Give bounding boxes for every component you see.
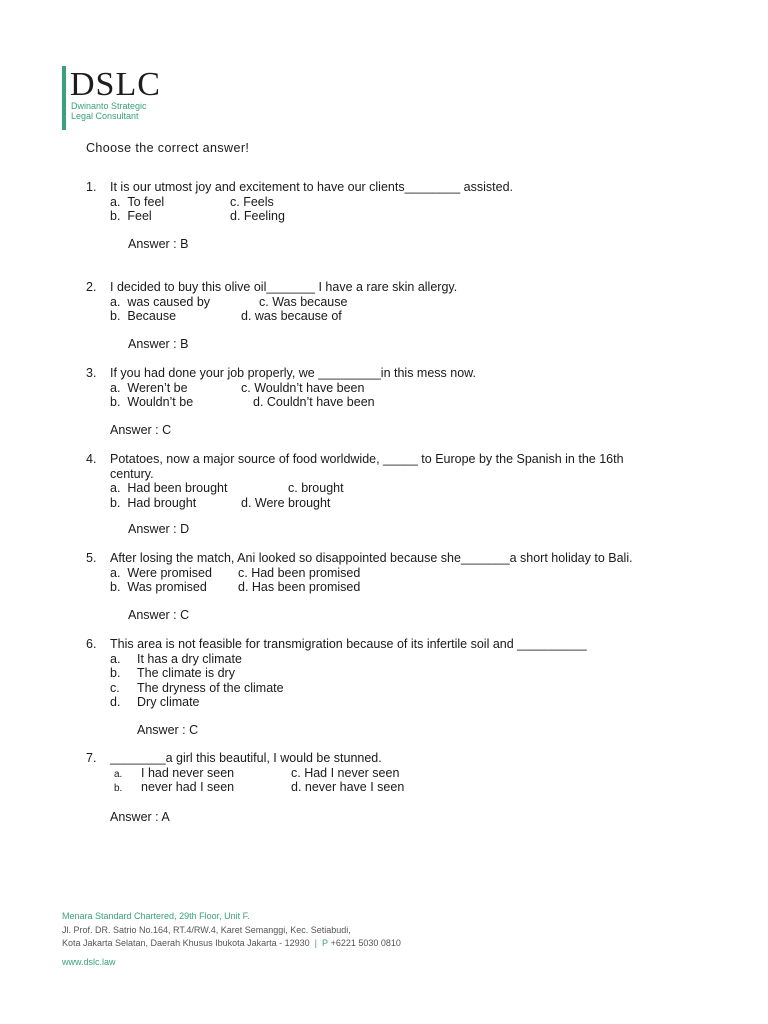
option-d-label: d. bbox=[110, 695, 121, 709]
option-a: a. Had been brought bbox=[110, 481, 228, 495]
footer bbox=[62, 910, 401, 969]
option-b: The climate is dry bbox=[137, 666, 235, 680]
answer-2: Answer : B bbox=[128, 337, 189, 351]
footer-address-line2 bbox=[62, 937, 401, 951]
answer-1: Answer : B bbox=[128, 237, 189, 251]
option-a: It has a dry climate bbox=[137, 651, 242, 666]
company-name bbox=[71, 101, 147, 121]
question-number: 7. bbox=[86, 751, 97, 765]
option-d: d. never have I seen bbox=[291, 780, 405, 794]
option-b-label: b. bbox=[110, 666, 121, 680]
option-c: The dryness of the climate bbox=[137, 680, 284, 695]
option-c: c. Was because bbox=[259, 294, 348, 309]
question-1 bbox=[86, 180, 650, 224]
option-c-label: c. bbox=[110, 680, 120, 695]
option-d: Dry climate bbox=[137, 695, 200, 709]
option-a: a. Were promised bbox=[110, 565, 212, 580]
question-3 bbox=[86, 366, 650, 410]
phone-label: P bbox=[322, 938, 329, 948]
option-b: b. Was promised bbox=[110, 580, 207, 594]
question-number: 2. bbox=[86, 280, 97, 294]
option-b: b. Feel bbox=[110, 209, 152, 223]
option-b-label: b. bbox=[114, 783, 123, 794]
option-d: d. Has been promised bbox=[238, 580, 361, 594]
question-text: Potatoes, now a major source of food worldwide, _____ to Europe by the Spanish in the 16th century. bbox=[110, 452, 624, 481]
option-a-label: a. bbox=[114, 768, 123, 780]
answer-5: Answer : C bbox=[128, 608, 190, 622]
logo-accent-bar bbox=[62, 66, 66, 130]
question-number: 6. bbox=[86, 637, 97, 651]
question-text: ________a girl this beautiful, I would be stunned. bbox=[110, 751, 382, 765]
footer-separator: | bbox=[314, 938, 318, 948]
answer-3: Answer : C bbox=[110, 423, 172, 437]
option-d: d. Couldn’t have been bbox=[253, 395, 375, 409]
footer-office: Menara Standard Chartered, 29th Floor, Unit F. bbox=[62, 911, 250, 921]
question-4 bbox=[86, 452, 650, 510]
option-a-label: a. bbox=[110, 651, 121, 666]
option-b: b. Because bbox=[110, 309, 177, 323]
option-a: I had never seen bbox=[141, 765, 235, 780]
question-text: This area is not feasible for transmigration because of its infertile soil and __________ bbox=[110, 637, 587, 651]
question-text: If you had done your job properly, we _________in this mess now. bbox=[110, 366, 476, 380]
footer-address-text: Kota Jakarta Selatan, Daerah Khusus Ibukota Jakarta - 12930 bbox=[62, 938, 310, 948]
option-c: c. Had I never seen bbox=[291, 765, 400, 780]
footer-website[interactable]: www.dslc.law bbox=[62, 956, 116, 967]
question-5 bbox=[86, 551, 690, 595]
option-d: d. Feeling bbox=[230, 209, 285, 223]
question-number: 4. bbox=[86, 452, 97, 466]
option-c: c. Feels bbox=[230, 194, 274, 209]
option-d: d. was because of bbox=[241, 309, 342, 323]
option-d: d. Were brought bbox=[241, 495, 331, 510]
company-name-line1: Dwinanto Strategic bbox=[71, 101, 147, 111]
instruction-text: Choose the correct answer! bbox=[86, 141, 250, 155]
question-7 bbox=[86, 751, 650, 795]
company-name-line2: Legal Consultant bbox=[71, 111, 139, 121]
answer-4: Answer : D bbox=[128, 522, 190, 536]
option-c: c. Had been promised bbox=[238, 565, 361, 580]
option-c: c. Wouldn’t have been bbox=[241, 380, 365, 395]
footer-phone: +6221 5030 0810 bbox=[330, 938, 401, 948]
option-b: b. Wouldn’t be bbox=[110, 395, 194, 409]
question-text: I decided to buy this olive oil_______ I have a rare skin allergy. bbox=[110, 280, 458, 294]
company-logo: DSLC bbox=[70, 66, 161, 103]
question-number: 1. bbox=[86, 180, 97, 194]
option-b: b. Had brought bbox=[110, 495, 197, 510]
option-c: c. brought bbox=[288, 481, 344, 495]
question-number: 3. bbox=[86, 366, 97, 380]
option-a: a. Weren’t be bbox=[110, 380, 188, 395]
option-a: a. To feel bbox=[110, 194, 165, 209]
option-b: never had I seen bbox=[141, 780, 235, 794]
question-6 bbox=[86, 637, 650, 710]
answer-7: Answer : A bbox=[110, 810, 170, 824]
footer-address-line1: Jl. Prof. DR. Satrio No.164, RT.4/RW.4, Karet Semanggi, Kec. Setiabudi, bbox=[62, 924, 351, 935]
question-2 bbox=[86, 280, 650, 324]
question-number: 5. bbox=[86, 551, 97, 565]
question-text: After losing the match, Ani looked so disappointed because she_______a short holiday to Bali. bbox=[110, 551, 633, 565]
option-a: a. was caused by bbox=[110, 294, 211, 309]
answer-6: Answer : C bbox=[137, 723, 199, 737]
question-text: It is our utmost joy and excitement to have our clients________ assisted. bbox=[110, 180, 514, 194]
